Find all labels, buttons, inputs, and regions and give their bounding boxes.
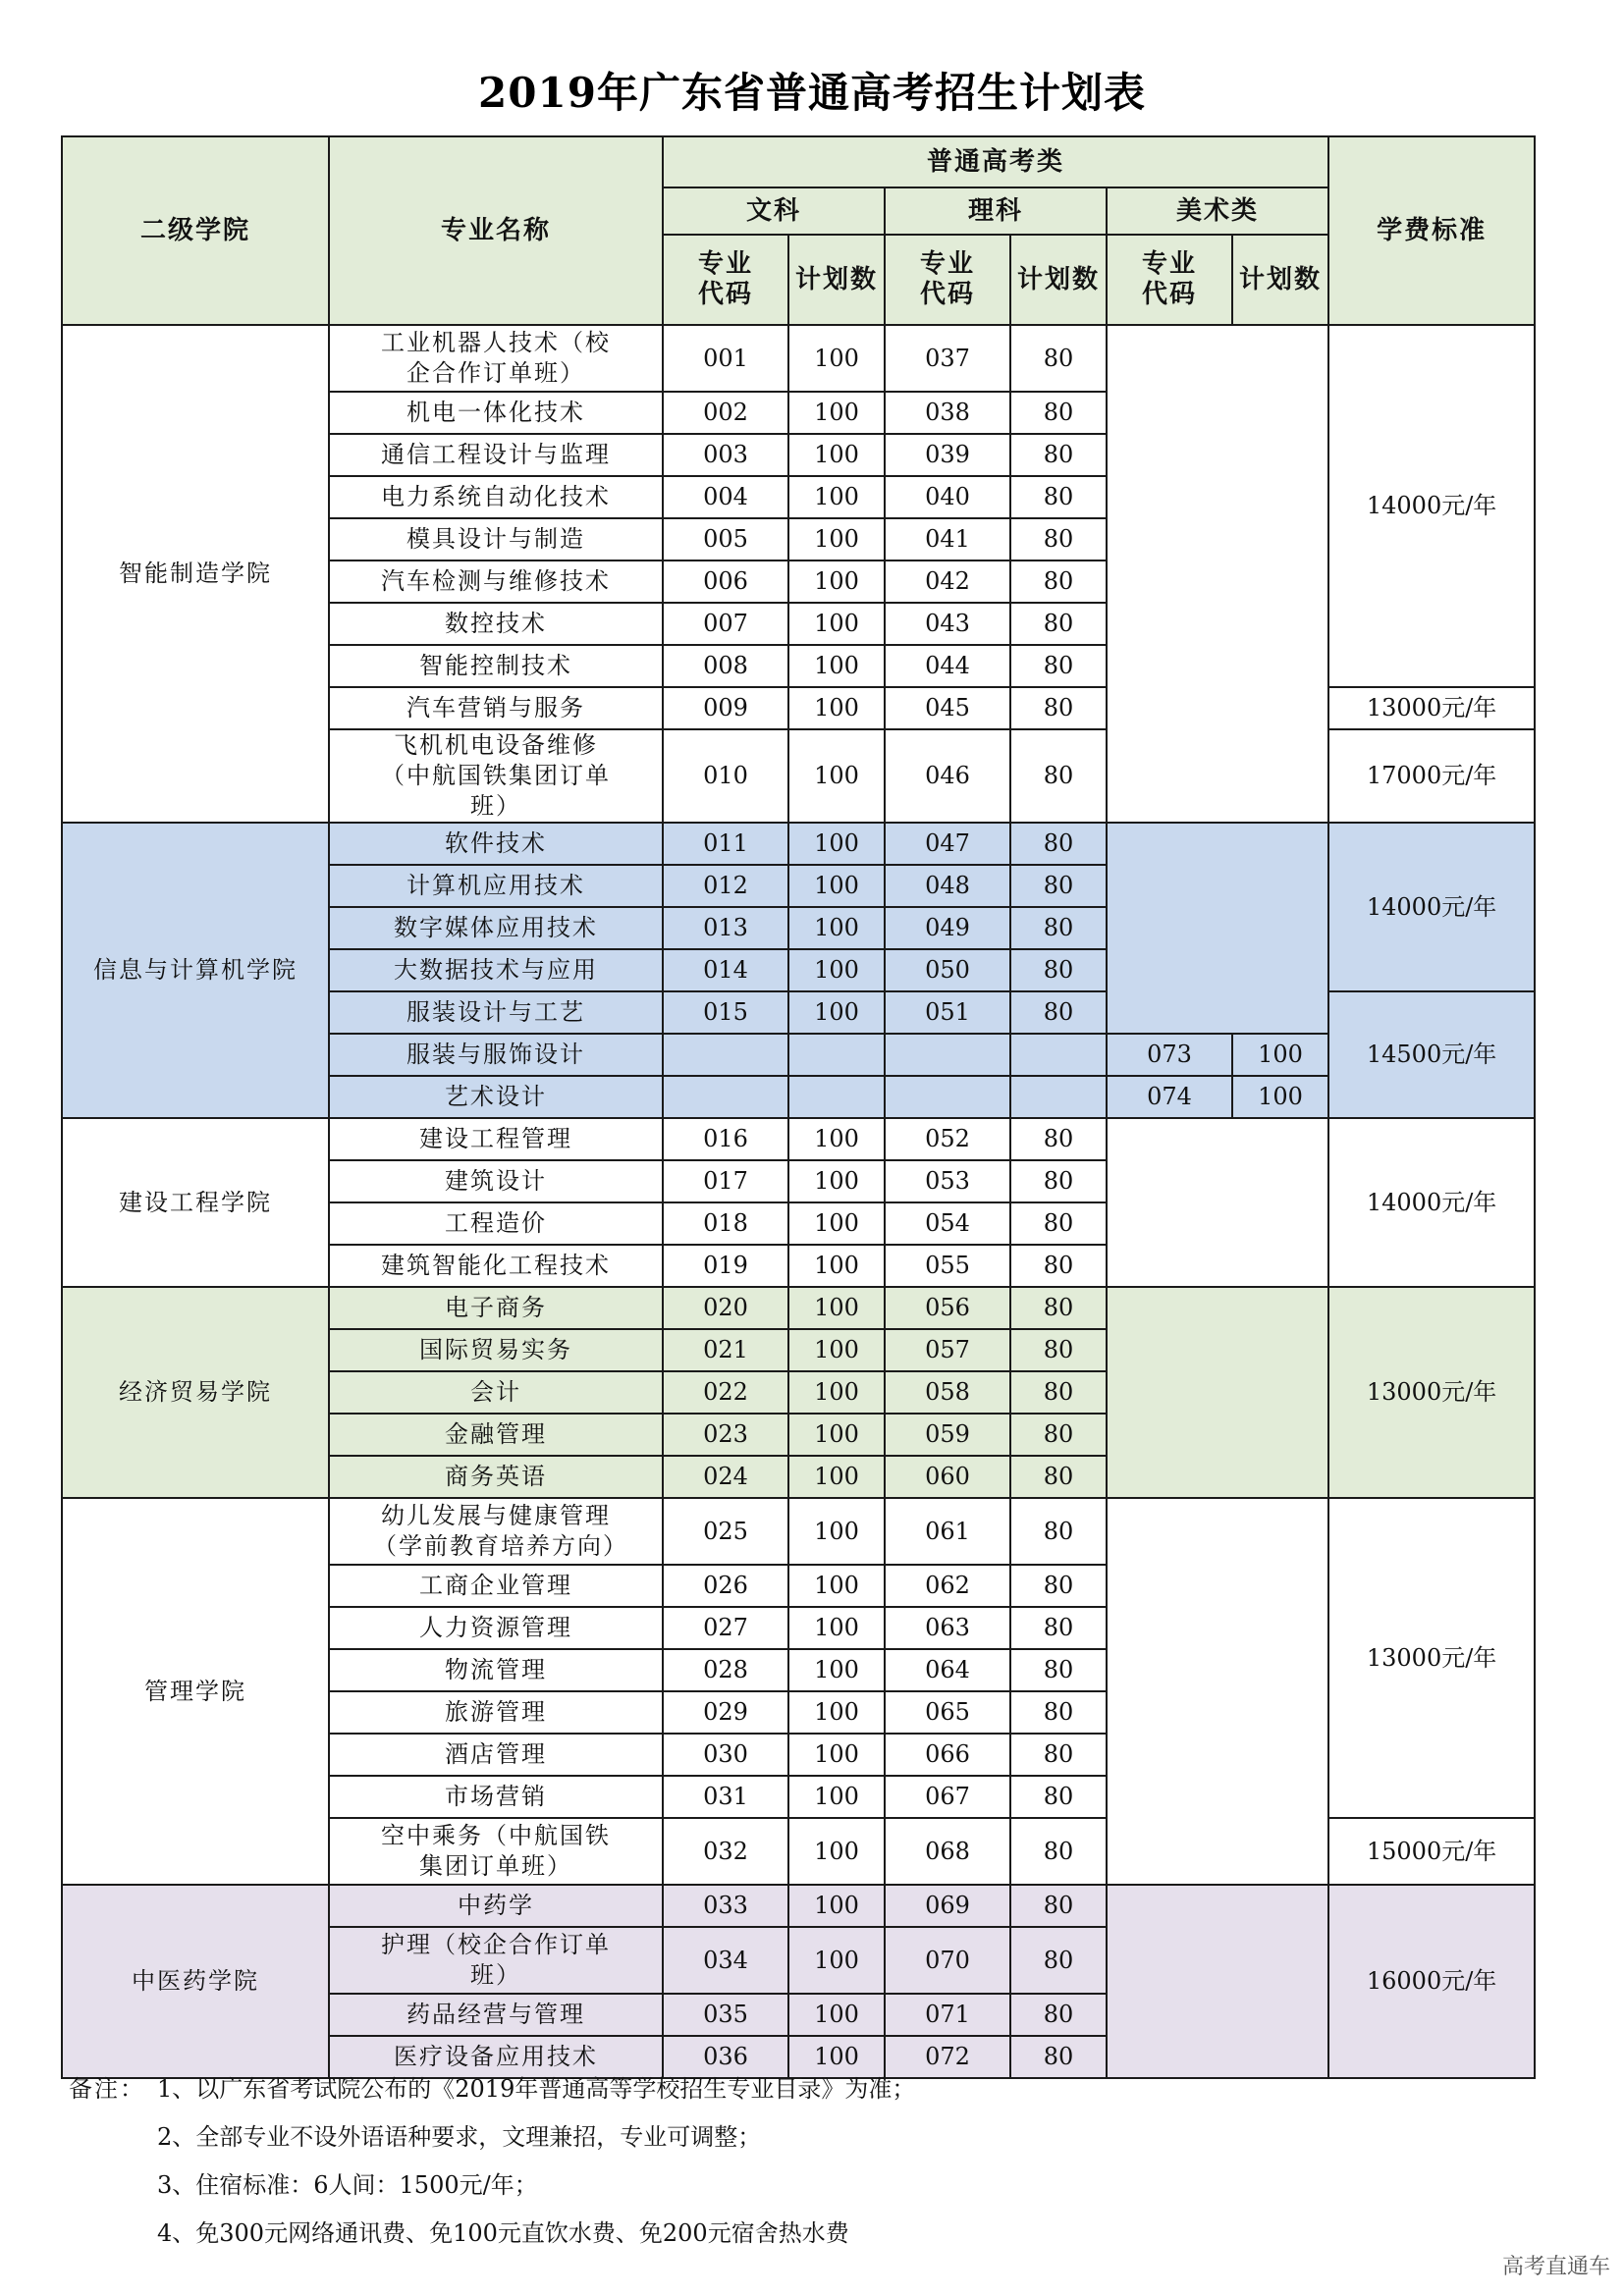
wenke-plan: 100 — [788, 729, 885, 823]
wenke-code: 009 — [663, 687, 788, 729]
like-plan: 80 — [1010, 907, 1107, 949]
note-item-3: 3、住宿标准：6人间：1500元/年； — [157, 2171, 538, 2199]
like-plan: 80 — [1010, 865, 1107, 907]
wenke-plan: 100 — [788, 1160, 885, 1202]
wenke-code: 029 — [663, 1691, 788, 1734]
page-title: 2019年广东省普通高考招生计划表 — [478, 69, 1146, 117]
table-row — [62, 1885, 1535, 1927]
like-plan: 80 — [1010, 1498, 1107, 1565]
like-code: 057 — [885, 1329, 1010, 1371]
wenke-code: 008 — [663, 645, 788, 687]
major-name: 电子商务 — [329, 1287, 663, 1329]
wenke-plan: 100 — [788, 1776, 885, 1818]
wenke-code: 016 — [663, 1118, 788, 1160]
wenke-plan: 100 — [788, 476, 885, 518]
like-plan: 80 — [1010, 1994, 1107, 2036]
fee-standard: 13000元/年 — [1328, 1287, 1535, 1498]
major-name: 药品经营与管理 — [329, 1994, 663, 2036]
wenke-plan: 100 — [788, 518, 885, 561]
wenke-plan: 100 — [788, 1329, 885, 1371]
like-plan: 80 — [1010, 325, 1107, 392]
like-code: 060 — [885, 1456, 1010, 1498]
major-name: 中药学 — [329, 1885, 663, 1927]
like-code: 048 — [885, 865, 1010, 907]
like-code: 041 — [885, 518, 1010, 561]
meishu-code: 074 — [1107, 1076, 1232, 1118]
wenke-plan: 100 — [788, 392, 885, 434]
wenke-code: 035 — [663, 1994, 788, 2036]
like-code: 037 — [885, 325, 1010, 392]
like-plan: 80 — [1010, 1202, 1107, 1245]
wenke-plan: 100 — [788, 325, 885, 392]
fee-standard: 13000元/年 — [1328, 1498, 1535, 1818]
wenke-code: 012 — [663, 865, 788, 907]
wenke-plan: 100 — [788, 907, 885, 949]
like-plan: 80 — [1010, 476, 1107, 518]
like-plan: 80 — [1010, 1649, 1107, 1691]
wenke-code — [663, 1076, 788, 1118]
like-code — [885, 1076, 1010, 1118]
like-code: 051 — [885, 991, 1010, 1034]
like-code: 063 — [885, 1607, 1010, 1649]
major-name: 会计 — [329, 1371, 663, 1414]
wenke-code: 033 — [663, 1885, 788, 1927]
college-name: 经济贸易学院 — [62, 1287, 329, 1498]
like-code: 061 — [885, 1498, 1010, 1565]
wenke-plan: 100 — [788, 1885, 885, 1927]
major-name: 人力资源管理 — [329, 1607, 663, 1649]
header-fee: 学费标准 — [1328, 136, 1535, 325]
table-row — [62, 823, 1535, 865]
like-plan: 80 — [1010, 434, 1107, 476]
wenke-plan: 100 — [788, 865, 885, 907]
like-code: 072 — [885, 2036, 1010, 2078]
like-code: 050 — [885, 949, 1010, 991]
wenke-plan: 100 — [788, 1498, 885, 1565]
table-row — [62, 1498, 1535, 1565]
major-name: 国际贸易实务 — [329, 1329, 663, 1371]
fee-standard: 17000元/年 — [1328, 729, 1535, 823]
meishu-plan: 100 — [1232, 1076, 1328, 1118]
like-code: 062 — [885, 1565, 1010, 1607]
like-code: 040 — [885, 476, 1010, 518]
college-name: 智能制造学院 — [62, 325, 329, 823]
wenke-code: 021 — [663, 1329, 788, 1371]
wenke-code: 018 — [663, 1202, 788, 1245]
table-row — [62, 1287, 1535, 1329]
major-name: 模具设计与制造 — [329, 518, 663, 561]
wenke-code: 026 — [663, 1565, 788, 1607]
like-code: 054 — [885, 1202, 1010, 1245]
major-name: 数控技术 — [329, 603, 663, 645]
major-name: 大数据技术与应用 — [329, 949, 663, 991]
wenke-plan: 100 — [788, 1607, 885, 1649]
major-name: 计算机应用技术 — [329, 865, 663, 907]
like-code: 047 — [885, 823, 1010, 865]
like-code: 056 — [885, 1287, 1010, 1329]
major-name: 汽车检测与维修技术 — [329, 561, 663, 603]
wenke-plan: 100 — [788, 1414, 885, 1456]
wenke-code: 002 — [663, 392, 788, 434]
major-name: 幼儿发展与健康管理（学前教育培养方向） — [329, 1498, 663, 1565]
like-code: 055 — [885, 1245, 1010, 1287]
like-code: 066 — [885, 1734, 1010, 1776]
note-line-2 — [69, 2117, 1492, 2165]
major-name: 机电一体化技术 — [329, 392, 663, 434]
wenke-code: 006 — [663, 561, 788, 603]
fee-standard: 14000元/年 — [1328, 325, 1535, 687]
major-name: 智能控制技术 — [329, 645, 663, 687]
header-meishu: 美术类 — [1107, 187, 1328, 235]
wenke-code: 007 — [663, 603, 788, 645]
major-name: 软件技术 — [329, 823, 663, 865]
wenke-code: 023 — [663, 1414, 788, 1456]
wenke-code: 022 — [663, 1371, 788, 1414]
college-name: 中医药学院 — [62, 1885, 329, 2078]
like-plan: 80 — [1010, 1565, 1107, 1607]
meishu-blank — [1107, 1885, 1328, 2078]
wenke-plan: 100 — [788, 2036, 885, 2078]
like-plan: 80 — [1010, 1776, 1107, 1818]
like-code: 067 — [885, 1776, 1010, 1818]
wenke-code: 030 — [663, 1734, 788, 1776]
major-name: 工商企业管理 — [329, 1565, 663, 1607]
wenke-plan — [788, 1034, 885, 1076]
wenke-plan: 100 — [788, 1734, 885, 1776]
major-name: 服装设计与工艺 — [329, 991, 663, 1034]
major-name: 通信工程设计与监理 — [329, 434, 663, 476]
like-plan: 80 — [1010, 1118, 1107, 1160]
header-lk-code: 专业代码 — [885, 235, 1010, 325]
wenke-plan — [788, 1076, 885, 1118]
wenke-plan: 100 — [788, 1691, 885, 1734]
like-code: 058 — [885, 1371, 1010, 1414]
wenke-code: 031 — [663, 1776, 788, 1818]
wenke-code: 034 — [663, 1927, 788, 1994]
like-plan: 80 — [1010, 1329, 1107, 1371]
wenke-code: 019 — [663, 1245, 788, 1287]
wenke-plan: 100 — [788, 1118, 885, 1160]
wenke-plan: 100 — [788, 1245, 885, 1287]
like-code: 069 — [885, 1885, 1010, 1927]
wenke-code: 011 — [663, 823, 788, 865]
enrollment-plan-table — [61, 135, 1536, 2079]
fee-standard: 16000元/年 — [1328, 1885, 1535, 2078]
college-name: 建设工程学院 — [62, 1118, 329, 1287]
major-name: 建筑设计 — [329, 1160, 663, 1202]
wenke-plan: 100 — [788, 1994, 885, 2036]
wenke-plan: 100 — [788, 603, 885, 645]
like-plan: 80 — [1010, 687, 1107, 729]
wenke-code: 004 — [663, 476, 788, 518]
header-ms-plan: 计划数 — [1232, 235, 1328, 325]
table-body — [62, 325, 1535, 2078]
wenke-code: 024 — [663, 1456, 788, 1498]
like-plan: 80 — [1010, 1371, 1107, 1414]
like-plan: 80 — [1010, 729, 1107, 823]
like-plan: 80 — [1010, 1607, 1107, 1649]
like-plan: 80 — [1010, 2036, 1107, 2078]
major-name: 物流管理 — [329, 1649, 663, 1691]
like-plan: 80 — [1010, 1160, 1107, 1202]
like-plan: 80 — [1010, 991, 1107, 1034]
header-college: 二级学院 — [62, 136, 329, 325]
note-line-4 — [69, 2214, 1492, 2262]
meishu-blank — [1107, 1118, 1328, 1287]
note-item-4: 4、免300元网络通讯费、免100元直饮水费、免200元宿舍热水费 — [157, 2219, 849, 2247]
major-name: 金融管理 — [329, 1414, 663, 1456]
table-row — [62, 325, 1535, 392]
meishu-blank — [1107, 823, 1328, 1034]
fee-standard: 15000元/年 — [1328, 1818, 1535, 1885]
like-code: 039 — [885, 434, 1010, 476]
header-gaokao: 普通高考类 — [663, 136, 1328, 187]
like-plan — [1010, 1076, 1107, 1118]
major-name: 建筑智能化工程技术 — [329, 1245, 663, 1287]
note-line-1 — [69, 2069, 1492, 2117]
major-name: 市场营销 — [329, 1776, 663, 1818]
major-name: 电力系统自动化技术 — [329, 476, 663, 518]
header-wk-plan: 计划数 — [788, 235, 885, 325]
note-item-1: 1、以广东省考试院公布的《2019年普通高等学校招生专业目录》为准； — [157, 2075, 916, 2103]
major-name: 酒店管理 — [329, 1734, 663, 1776]
wenke-plan: 100 — [788, 1371, 885, 1414]
wenke-plan: 100 — [788, 1287, 885, 1329]
wenke-plan: 100 — [788, 1565, 885, 1607]
fee-standard: 13000元/年 — [1328, 687, 1535, 729]
like-plan: 80 — [1010, 1927, 1107, 1994]
note-item-2: 2、全部专业不设外语语种要求，文理兼招，专业可调整； — [157, 2123, 762, 2151]
wenke-code: 010 — [663, 729, 788, 823]
wenke-plan: 100 — [788, 1456, 885, 1498]
like-plan: 80 — [1010, 1245, 1107, 1287]
like-code: 038 — [885, 392, 1010, 434]
like-code: 052 — [885, 1118, 1010, 1160]
wenke-plan: 100 — [788, 949, 885, 991]
wenke-code: 005 — [663, 518, 788, 561]
wenke-code: 003 — [663, 434, 788, 476]
fee-standard: 14000元/年 — [1328, 823, 1535, 991]
like-plan: 80 — [1010, 1691, 1107, 1734]
major-name: 艺术设计 — [329, 1076, 663, 1118]
meishu-code: 073 — [1107, 1034, 1232, 1076]
like-plan: 80 — [1010, 823, 1107, 865]
header-major: 专业名称 — [329, 136, 663, 325]
like-plan: 80 — [1010, 1456, 1107, 1498]
fee-standard: 14500元/年 — [1328, 991, 1535, 1118]
like-code: 049 — [885, 907, 1010, 949]
like-plan: 80 — [1010, 1885, 1107, 1927]
table-row — [62, 1118, 1535, 1160]
notes-label: 备注： — [69, 2075, 145, 2103]
wenke-code: 015 — [663, 991, 788, 1034]
header-like: 理科 — [885, 187, 1107, 235]
like-code: 043 — [885, 603, 1010, 645]
watermark: 高考直通车 — [1501, 2255, 1610, 2279]
table-header — [62, 136, 1535, 325]
major-name: 建设工程管理 — [329, 1118, 663, 1160]
wenke-plan: 100 — [788, 1927, 885, 1994]
like-code: 070 — [885, 1927, 1010, 1994]
wenke-plan: 100 — [788, 1202, 885, 1245]
major-name: 医疗设备应用技术 — [329, 2036, 663, 2078]
wenke-plan: 100 — [788, 823, 885, 865]
like-plan: 80 — [1010, 949, 1107, 991]
major-name: 护理（校企合作订单班） — [329, 1927, 663, 1994]
meishu-blank — [1107, 325, 1328, 823]
like-plan — [1010, 1034, 1107, 1076]
wenke-plan: 100 — [788, 561, 885, 603]
wenke-code: 014 — [663, 949, 788, 991]
header-ms-code: 专业代码 — [1107, 235, 1232, 325]
like-plan: 80 — [1010, 392, 1107, 434]
wenke-plan: 100 — [788, 1649, 885, 1691]
like-code: 042 — [885, 561, 1010, 603]
wenke-plan: 100 — [788, 434, 885, 476]
college-name: 信息与计算机学院 — [62, 823, 329, 1118]
wenke-code: 017 — [663, 1160, 788, 1202]
wenke-code — [663, 1034, 788, 1076]
wenke-code: 020 — [663, 1287, 788, 1329]
wenke-plan: 100 — [788, 991, 885, 1034]
like-code: 064 — [885, 1649, 1010, 1691]
major-name: 旅游管理 — [329, 1691, 663, 1734]
major-name: 空中乘务（中航国铁集团订单班） — [329, 1818, 663, 1885]
wenke-plan: 100 — [788, 645, 885, 687]
wenke-code: 025 — [663, 1498, 788, 1565]
major-name: 商务英语 — [329, 1456, 663, 1498]
wenke-code: 027 — [663, 1607, 788, 1649]
meishu-blank — [1107, 1287, 1328, 1498]
meishu-blank — [1107, 1498, 1328, 1885]
wenke-code: 036 — [663, 2036, 788, 2078]
like-plan: 80 — [1010, 1734, 1107, 1776]
major-name: 服装与服饰设计 — [329, 1034, 663, 1076]
major-name: 数字媒体应用技术 — [329, 907, 663, 949]
meishu-plan: 100 — [1232, 1034, 1328, 1076]
wenke-code: 028 — [663, 1649, 788, 1691]
header-wk-code: 专业代码 — [663, 235, 788, 325]
like-code: 044 — [885, 645, 1010, 687]
like-code: 059 — [885, 1414, 1010, 1456]
major-name: 飞机机电设备维修（中航国铁集团订单班） — [329, 729, 663, 823]
header-wenke: 文科 — [663, 187, 885, 235]
like-plan: 80 — [1010, 645, 1107, 687]
wenke-plan: 100 — [788, 687, 885, 729]
major-name: 汽车营销与服务 — [329, 687, 663, 729]
wenke-code: 032 — [663, 1818, 788, 1885]
like-plan: 80 — [1010, 1287, 1107, 1329]
notes — [69, 2069, 1492, 2262]
like-plan: 80 — [1010, 603, 1107, 645]
like-plan: 80 — [1010, 518, 1107, 561]
college-name: 管理学院 — [62, 1498, 329, 1885]
major-name: 工程造价 — [329, 1202, 663, 1245]
like-code: 071 — [885, 1994, 1010, 2036]
like-plan: 80 — [1010, 1818, 1107, 1885]
note-line-3 — [69, 2165, 1492, 2214]
like-code: 053 — [885, 1160, 1010, 1202]
like-plan: 80 — [1010, 561, 1107, 603]
wenke-code: 013 — [663, 907, 788, 949]
wenke-plan: 100 — [788, 1818, 885, 1885]
like-code: 046 — [885, 729, 1010, 823]
major-name: 工业机器人技术（校企合作订单班） — [329, 325, 663, 392]
like-code — [885, 1034, 1010, 1076]
like-plan: 80 — [1010, 1414, 1107, 1456]
like-code: 068 — [885, 1818, 1010, 1885]
like-code: 065 — [885, 1691, 1010, 1734]
fee-standard: 14000元/年 — [1328, 1118, 1535, 1287]
like-code: 045 — [885, 687, 1010, 729]
wenke-code: 001 — [663, 325, 788, 392]
header-lk-plan: 计划数 — [1010, 235, 1107, 325]
